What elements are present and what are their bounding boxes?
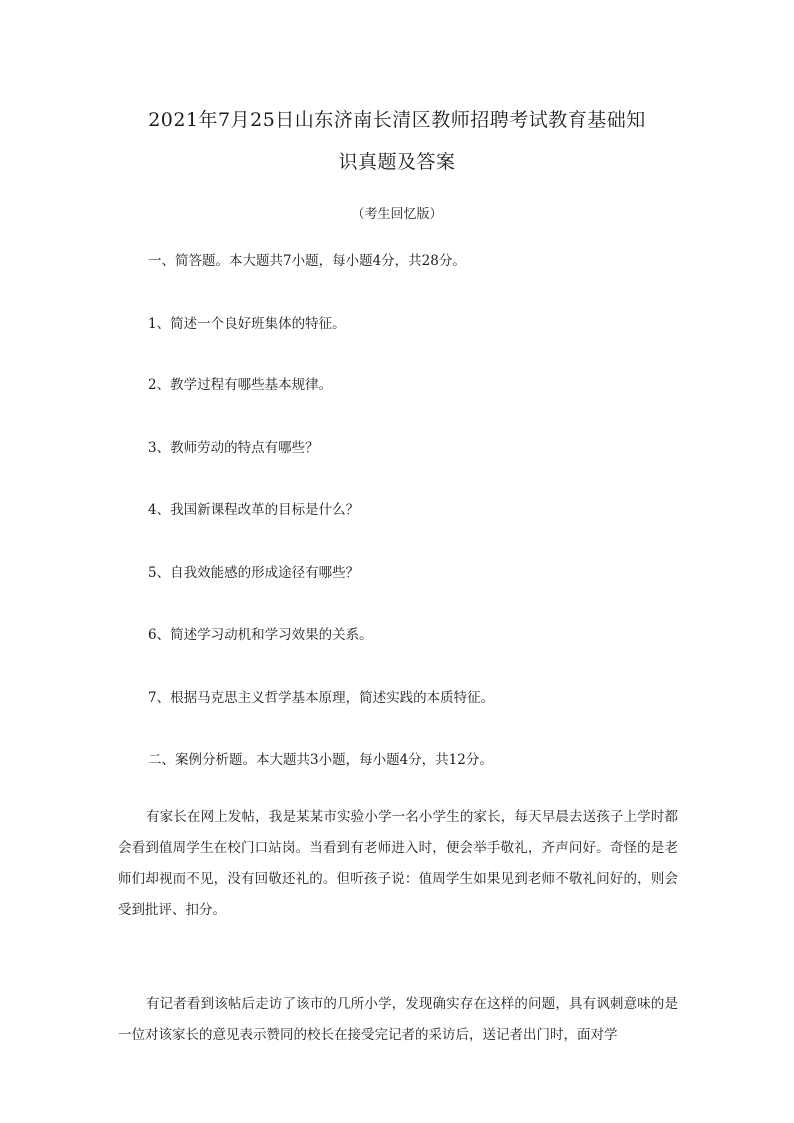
question-6: 6、简述学习动机和学习效果的关系。 <box>148 627 373 643</box>
question-7: 7、根据马克思主义哲学基本原理，简述实践的本质特征。 <box>148 690 495 706</box>
question-4: 4、我国新课程改革的目标是什么？ <box>148 502 360 518</box>
section-2-heading: 二、案例分析题。本大题共3小题，每小题4分，共12分。 <box>148 752 493 768</box>
question-3: 3、教师劳动的特点有哪些？ <box>148 440 319 456</box>
case-paragraph-1: 有家长在网上发帖，我是某某市实验小学一名小学生的家长，每天早晨去送孩子上学时都会看到值周学生在校门口站岗。当看到有老师进入时，便会举手敬礼，齐声问好。奇怪的是老师们却视而不见，没有回敬还礼的。但听孩子说：值周学生如果见到老师不敬礼问好的，则会受到批评、扣分。 <box>118 809 678 918</box>
document-subtitle: （考生回忆版） <box>351 207 443 222</box>
question-5: 5、自我效能感的形成途径有哪些？ <box>148 565 360 581</box>
question-1: 1、简述一个良好班集体的特征。 <box>148 316 346 332</box>
document-title-line-1: 2021年7月25日山东济南长清区教师招聘考试教育基础知 <box>148 109 646 131</box>
question-2: 2、教学过程有哪些基本规律。 <box>148 377 333 393</box>
document-title-line-2: 识真题及答案 <box>338 151 456 173</box>
case-paragraph-2: 有记者看到该帖后走访了该市的几所小学，发现确实存在这样的问题，具有讽刺意味的是一位对该家长的意见表示赞同的校长在接受完记者的采访后，送记者出门时，面对学 <box>118 996 678 1043</box>
section-1-heading: 一、简答题。本大题共7小题，每小题4分，共28分。 <box>148 253 466 269</box>
